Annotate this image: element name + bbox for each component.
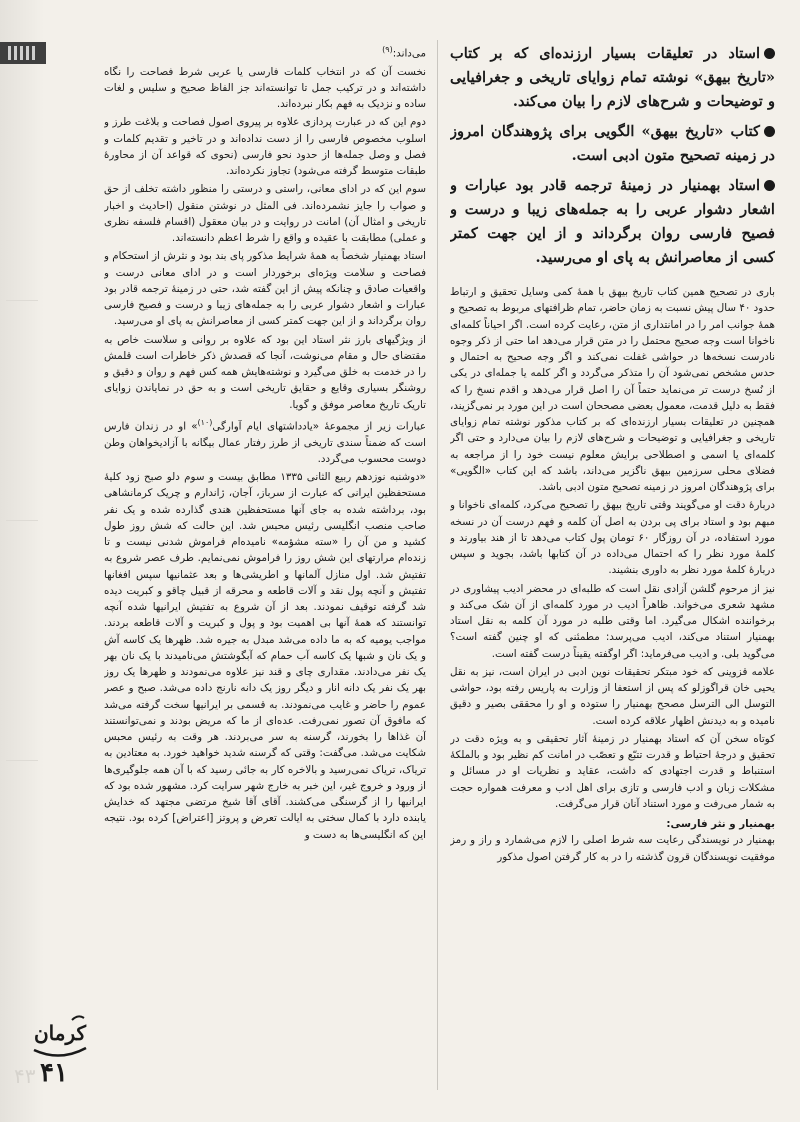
body-paragraph: بهمنیار در نویسندگی رعایت سه شرط اصلی را لازم می‌شمارد و راز و رمز موفقیت نویسندگان قرون گذشته را در به کار گرفتن اصول مذکور [450,834,775,863]
body-paragraph: استاد بهمنیار شخصاً به همهٔ شرایط مذکور پای بند بود و نثرش از استحکام و فصاحت و سلامت ویژه‌ای برخوردار است و در ادای معانی درست و واقعیات صادق و چنانکه پیش از این گفته شد، حتی در زمینهٔ ترجمه قادر بود عبارات و اشعار دشوار عربی را به جمله‌های زیبا و درست و فصیح فارسی روان برگرداند و از این جهت کمتر کسی از معاصرانش به پای او می‌رسید. [104,250,426,328]
body-paragraph: علامه قزوینی که خود مبتکر تحقیقات نوین ادبی در ایران است، نیز به نقل یحیی خان قراگوزلو که پس از استعفا از وزارت به پاریس رفته بود، حواشی التوسل الی الترسل مصحح بهمنیار را ستوده و او را محققی بصیر و دقیق نامیده و به دیدنش اظهار علاقه کرده است. [450,665,775,727]
body-paragraph: از ویژگیهای بارز نثر استاد این بود که علاوه بر روانی و سلاست خاص به مقتضای حال و مقام می‌نوشت، آنجا که قصدش ذکر خاطرات است قلمش را در خدمت به خلق می‌گیرد و نوشته‌هایش همه کس فهم و روان و دقیق و روشنگر بسیاری وقایع و حقایق تاریخی است و به حق در نمایاندن زوایای تاریک تاریخ معاصر موفق و گویا. [104,333,426,411]
body-paragraph: عبارات زیر از مجموعهٔ «یادداشتهای ایام آوارگی$^{(۱۰)}$» او در زندان فارس است که ضمناً سندی تاریخی از طرز رفتار عمال بیگانه با آزادیخواهان وطن دوست محسوب می‌گردد. [104,417,426,465]
body-paragraph: نیز از مرحوم گلشن آزادی نقل است که طلبه‌ای در محضر ادیب پیشاوری در مشهد شعری می‌خواند. ظاهراً ادیب در مورد کلمه‌ای از آن شک می‌کند و برخواننده اشکال می‌گیرد. اما وقتی طلبه در مورد آن کلمه به نقل استاد بهمنیار استناد می‌کند، ادیب می‌پرسد: مطمئنی که او چنین گفته است؟ می‌گوید بلی. و ادیب می‌فرماید: اگر اوگفته یقیناً درست گفته است. [450,582,775,660]
body-paragraph: نخست آن که در انتخاب کلمات فارسی یا عربی شرط فصاحت را نگاه داشته‌اند و در ترکیب جمل تا توانسته‌اند جز الفاظ صحیح و سلیس و لغات ساده و نزدیک به فهم بکار نبرده‌اند. [104,65,426,111]
page-number: ۴۱ [40,1058,68,1088]
bullet-icon [764,126,775,137]
body-paragraph: سوم این که در ادای معانی، راستی و درستی را منظور داشته تخلف از حق و صواب را جایز نشمرده‌اند. فی المثل در نوشتن منقول (احادیث و اخبار تاریخی و امثال آن) امانت در روایت و در بیان معقول (اقسام فلسفه نظری و عملی) مطابقت با عقیده و واقع را شرط اعظم دانسته‌اند. [104,183,426,245]
right-column [450,42,775,1062]
footnote-ref: (۱۰) [197,417,213,427]
body-paragraph: دوم این که در عبارت پردازی علاوه بر پیروی اصول فصاحت و بلاغت طرز و اسلوب مخصوص فارسی را از دست نداده‌اند و در تاخیر و تقدیم کلمات و فصل و وصل جمله‌ها از حدود نحو فارسی (نحوی که قواعد آن از محاورهٔ طبقات متوسط گرفته می‌شود) تجاوز نکرده‌اند. [104,116,426,178]
body-paragraph: دربارهٔ دقت او می‌گویند وقتی تاریخ بیهق را تصحیح می‌کرد، کلمه‌ای ناخوانا و مبهم بود و استاد برای پی بردن به اصل آن کلمه و فهم درست آن در نسخه مورد استفاده، در آن روزگار ۶۰ تومان پول کتاب می‌دهد تا از هند بیاورند و کلمهٔ مورد نظر را که احتمال می‌داده در آن کتابها باشد، بجوید و سپس دربارهٔ کلمهٔ مورد نظر به داوری بنشیند. [450,499,775,577]
body-paragraph: می‌داند:$^{(۹)}$ [382,45,426,60]
body-paragraph: باری در تصحیح همین کتاب تاریخ بیهق با همهٔ کمی وسایل تحقیق و ارتباط حدود ۴۰ سال پیش نسبت به زمان حاضر، تمام ظرافتهای مربوط به تصحیح و همهٔ جوانب امر را در امانتداری از متن، رعایت کرده است. اگر احیاناً کلمه‌ای ناخوانا است وجه صحیح محتمل را در متن قرار می‌دهد اما حتی از ذکر وجوه نادرست نسخه‌ها در حواشی غفلت نمی‌کند و اگر وجه صحیح به احتمال و حدس مشخص نمی‌شود آن را متذکر می‌گردد و اگر کلمه یا جمله‌ای در یکی از نُسخ درست تر می‌نماید حتماً آن را اصل قرار می‌دهد و اقدم نسخ را که فقط به دلیل قدمت، معمول بعضی مصححان است در این مورد بر نمی‌گزیند، همچنین در تعلیقات بسیار ارزنده‌ای که بر کتاب مذکور نوشته تمام زوایای تاریخی و جغرافیایی و توضیحات و شرح‌های لازم را بیان می‌دارد و حتی اگر کلمه‌ای یا اسمی و اصطلاحی برایش معلوم نیست خود را از مراجعه به فضلای محلی سرزمین بیهق ناگزیر می‌داند، باشد که این کتاب «الگویی» برای پژوهندگان امروز در زمینه تصحیح متون ادبی باشد. [450,286,775,493]
bleed-line [6,520,38,521]
section-tab-marker [0,42,46,64]
section-heading: بهمنیار و نثر فارسی: [666,818,775,830]
body-paragraph: کوتاه سخن آن که استاد بهمنیار در زمینهٔ آثار تحقیقی و به ویژه دقت در تحقیق و درجهٔ احتیاط و قدرت تتبّع و تعصّب در امانت کم نظیر بود و بالملکهٔ استنباط و قدرت اجتهادی که داشت، عقاید و نظریات او در مسائل و مشکلات زبان و ادب فارسی و تازی برای اهل ادب و معرفت همواره حجت به شمار می‌رفت و مورد استناد آنان قرار می‌گرفت. [450,732,775,810]
logo-swash [34,1048,86,1056]
bullet-icon [764,48,775,59]
logo-flourish [72,1016,84,1020]
logo-text: کرمان [33,1021,87,1045]
highlight-quote: استاد بهمنیار در زمینهٔ ترجمه قادر بود عبارات و اشعار دشوار عربی را به جمله‌های زیبا و درست و فصیح فارسی روان برگرداند و از این جهت کمتر کسی از معاصرانش به پای او می‌رسید. [450,177,775,266]
column-divider [437,40,438,1090]
memoir-quote: «دوشنبه نوزدهم ربیع الثانی ۱۳۳۵ مطابق بیست و سوم دلو صبح زود کلیهٔ مستحفظین ایرانی که عبارت از سرباز، آجان، ژاندارم و چریک کرمانشاهی بود، برداشته شده به جای آنها مستحفظین هندی گذارده شده و یک نفر صاحب منصب انگلیسی رئیس محبس شد. این حالت که شش روز طول کشید و من آن را «سته مشؤمه» نامیده‌ام فراموش شدنی نیست و تا زنده‌ام مرارتهای این شش روز را فراموش نمی‌نمایم. طرف عصر شروع به تفتیش شد. اول منازل آلمانها و اطریشی‌ها و بعد عثمانیها سپس افغانها تفتیش و آنچه پول نقد و آلات قاطعه و محرقه از قبیل چاقو و کبریت دیده شد گرفته توقیف نمودند. بعد از آن شروع به تفتیش ایرانیها شده آنچه توانستند که همهٔ آنها بی اهمیت بود و پول و کبریت و آلات قاطعه بردند. مواجب یومیه که به ما داده می‌شد مبدل به جیره شد. ظهرها یک کاسه آش و یک نان و شبها یک کاسه آب حمام که آبگوشتش می‌نامیدند با یک نان بهر یک نفر می‌دادند. مقداری چای و قند نیز علاوه می‌نمودند و ظهرها یک روز بهر یک نفر یک دانه انار و دیگر روز یک دانه نارنج داده می‌شد. صبح و عصر عموم را حاضر و غایب می‌نمودند. به قسمی بر ایرانیها سخت گرفته می‌شد که مافوق آن تصور نمی‌رفت. عده‌ای از ما که مریض بودند و نمی‌توانستند آن غذاها را بخورند، گرسنه به سر می‌بردند. هر وقت به رئیس محبس شکایت می‌شد. می‌گفت: وقتی که گرسنه شدید خواهید خورد. به معتادین به تریاک، تریاک نمی‌رسید و بالاخره کار به جائی رسید که با آن همه جلوگیری‌ها از ورود و خروج غیر، این خبر به خارج شهر سرایت کرد. مشهور شده بود که ایرانیها را از گرسنگی می‌کشند. آقای آقا شیخ مرتضی مجتهد که خدایش یابنده دارد با کمال سختی به ایالت تعرض و پروتز [اعتراض] کرده بود. نتیجه این که انگلیسی‌ها به دست و [104,471,426,841]
highlight-quote: استاد در تعلیقات بسیار ارزنده‌ای که بر کتاب «تاریخ بیهق» نوشته تمام زوایای تاریخی و جغرافیایی و توضیحات و شرح‌های لازم را بیان می‌کند. [450,45,775,110]
bleed-line [6,760,38,761]
facing-page-number: ۴۳ [14,1064,36,1088]
bleed-line [6,300,38,301]
highlight-quote: کتاب «تاریخ بیهق» الگویی برای پژوهندگان امروز در زمینه تصحیح متون ادبی است. [450,123,775,164]
page-margin-strip [0,0,44,1122]
bullet-icon [764,180,775,191]
left-column [104,42,426,1052]
kerman-logo [28,1010,92,1064]
footnote-ref: (۹) [382,45,393,54]
